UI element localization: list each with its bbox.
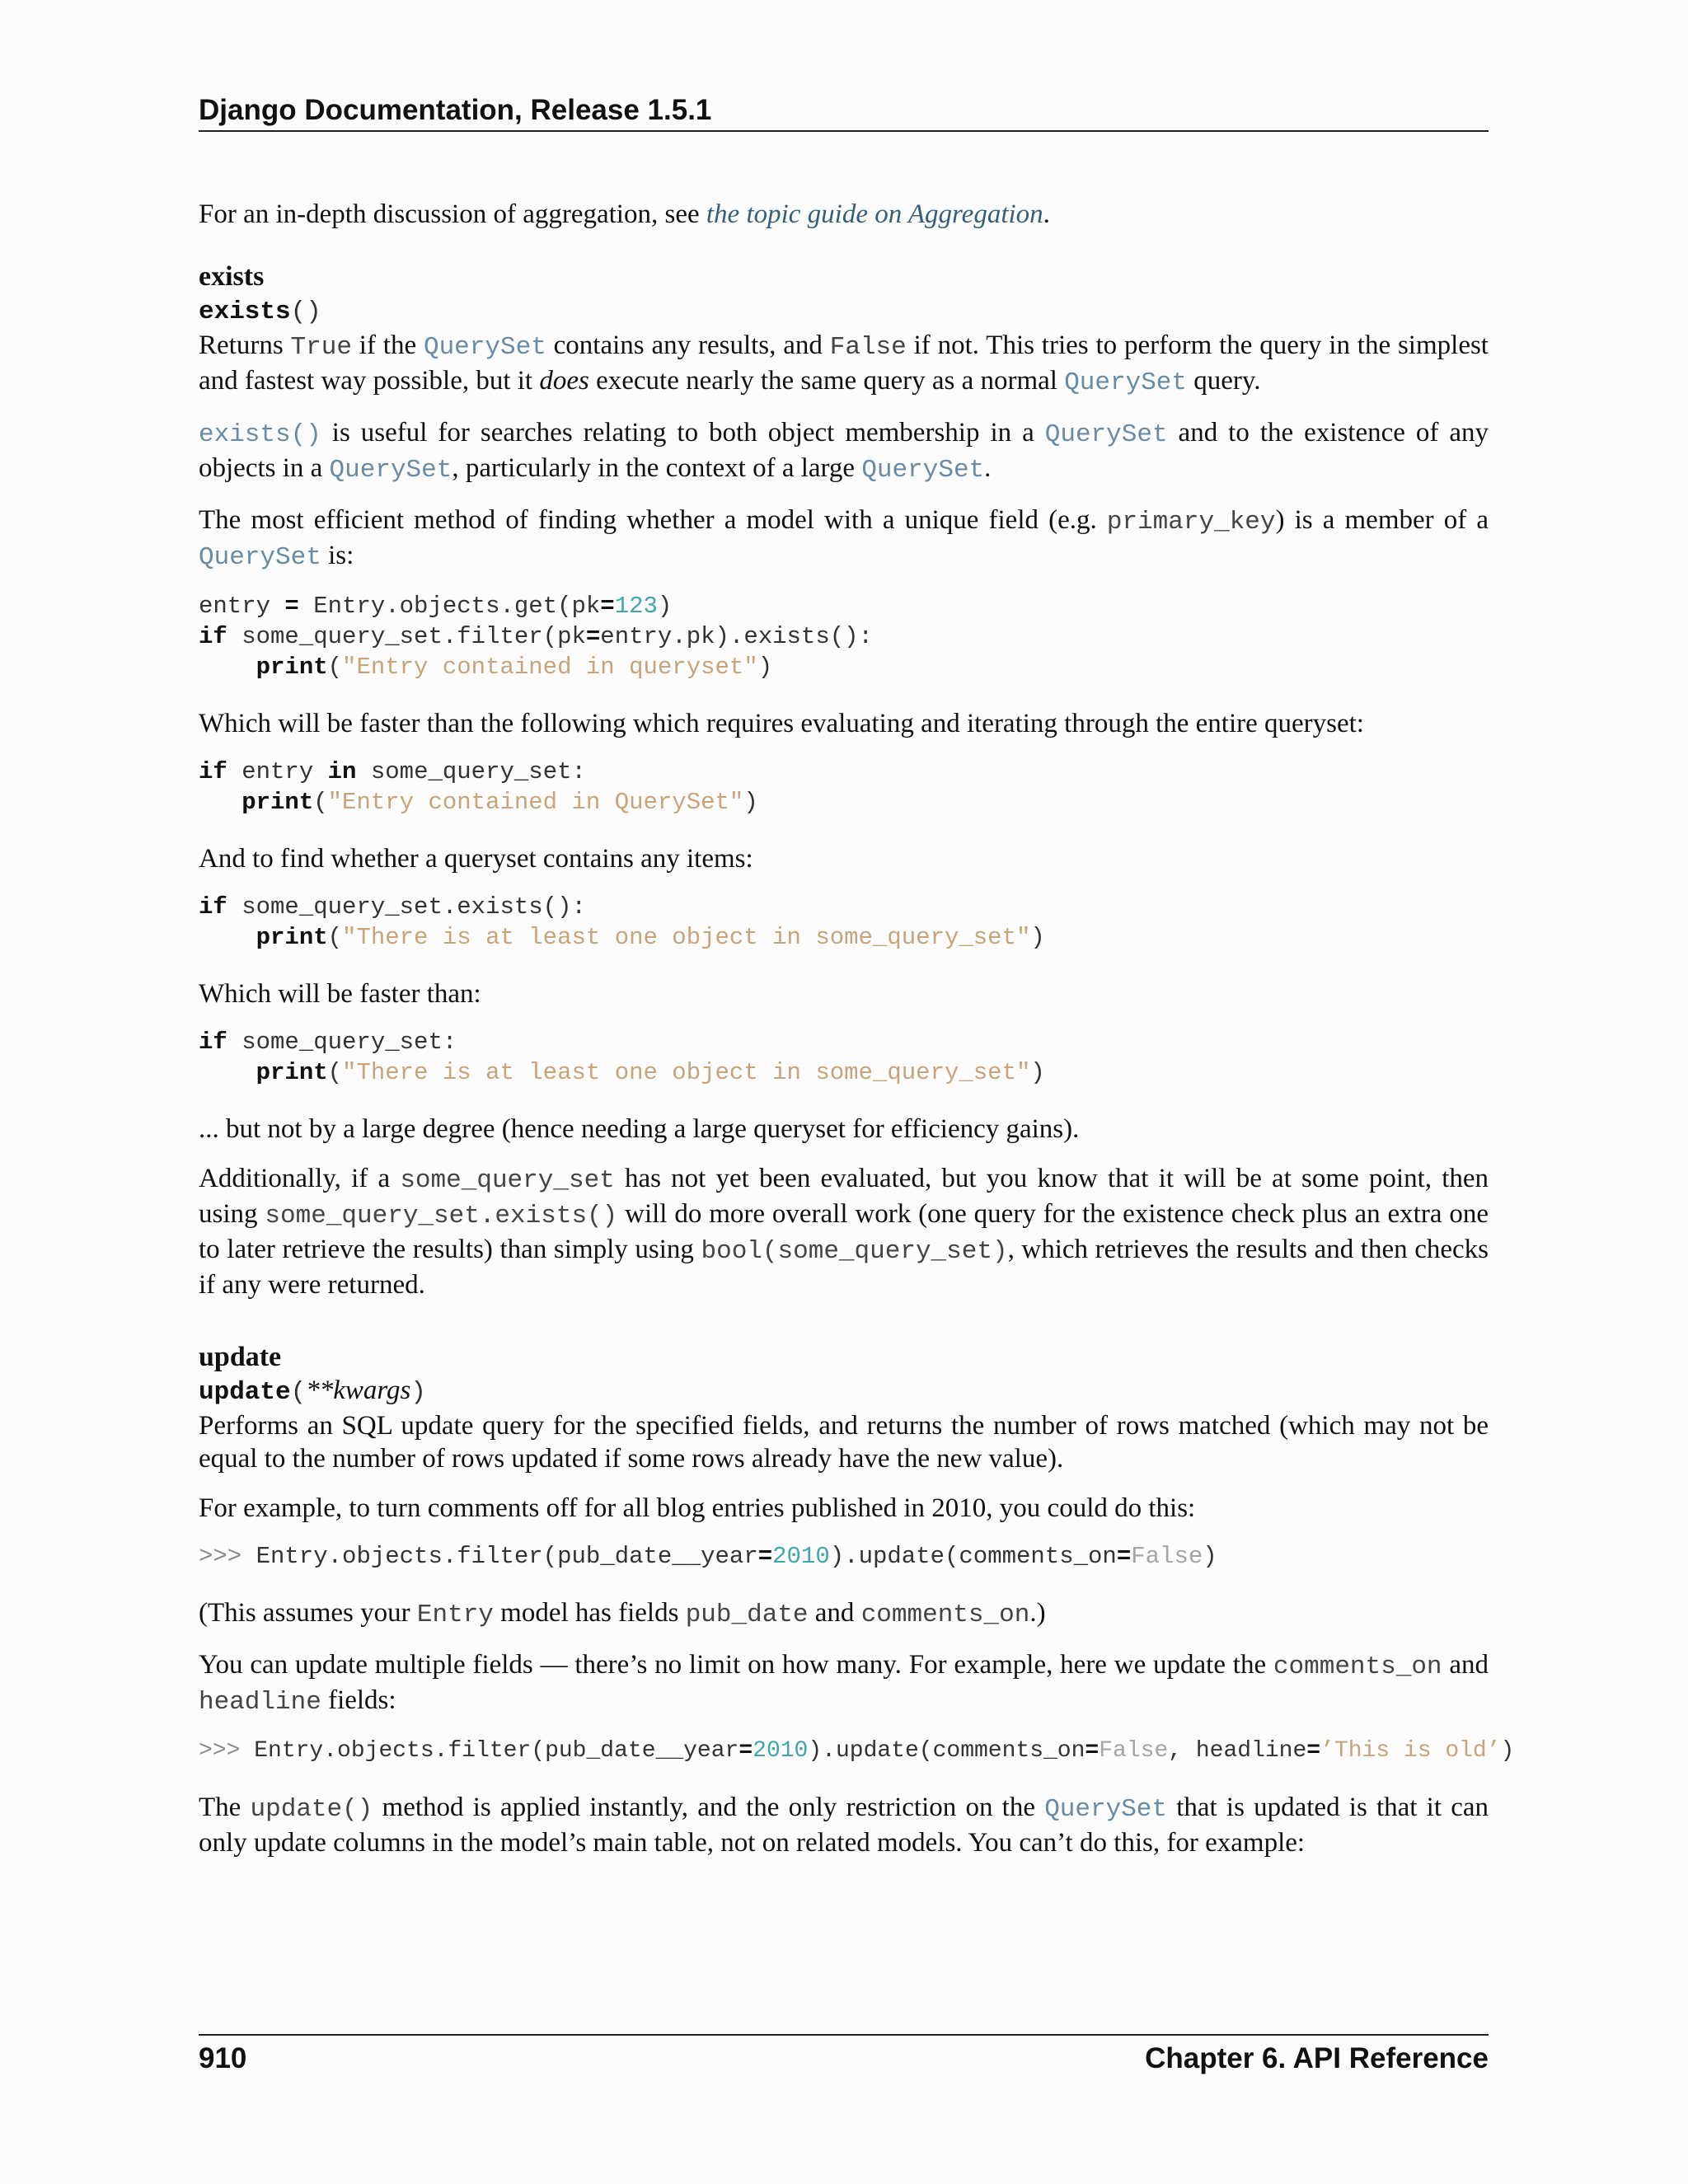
code-block-4 [199, 1027, 1489, 1088]
code-bool: bool(some_query_set) [701, 1237, 1008, 1266]
page-content [199, 198, 1515, 1876]
text: if the [351, 330, 424, 360]
queryset-link[interactable]: QuerySet [1044, 1795, 1168, 1824]
document-title: Django Documentation, Release 1.5.1 [199, 94, 712, 126]
code-string: "There is at least one object in some_query_set" [342, 924, 1031, 951]
queryset-link[interactable]: QuerySet [199, 543, 321, 572]
code-text: ) [657, 593, 673, 620]
code-keyword: if [199, 758, 227, 785]
update-signature-open: ( [290, 1378, 307, 1407]
code-pub-date: pub_date [685, 1601, 809, 1629]
queryset-link[interactable]: QuerySet [1044, 420, 1168, 449]
code-text: ( [327, 924, 343, 951]
code-primary-key: primary_key [1106, 508, 1276, 537]
code-text: entry [199, 593, 285, 620]
queryset-link[interactable]: QuerySet [329, 456, 452, 485]
queryset-link[interactable]: QuerySet [423, 333, 546, 362]
page-header [199, 91, 1489, 132]
text: execute nearly the same query as a normal [588, 366, 1065, 396]
text: You can update multiple fields — there’s no limit on how many. For example, here we update the [199, 1650, 1273, 1680]
text: is: [321, 541, 354, 570]
code-operator: = [585, 623, 601, 650]
text: The most efficient method of finding whether a model with a unique field (e.g. [199, 505, 1107, 535]
code-comments-on: comments_on [1273, 1652, 1442, 1681]
code-text: some_query_set.exists(): [227, 893, 586, 921]
code-comments-on: comments_on [860, 1601, 1030, 1629]
code-text: ( [327, 1059, 343, 1086]
text: that is updated is that it can only update columns in the model’s main table, not on related models. You can’t do this, for example: [199, 1793, 1489, 1858]
code-some-query-set: some_query_set [400, 1166, 615, 1195]
code-text: Entry.objects.get(pk [298, 593, 601, 620]
code-block-2 [199, 757, 1489, 818]
code-text: ) [1500, 1738, 1515, 1764]
text: and to the existence of any objects in a [199, 418, 1489, 483]
text: Returns [199, 330, 291, 360]
page-footer [199, 2034, 1489, 2074]
aggregation-topic-link[interactable]: the topic guide on Aggregation [706, 199, 1043, 229]
exists-paragraph-4: Which will be faster than the following which requires evaluating and iterating through the entire queryset: [199, 709, 1364, 738]
emphasis-does: does [539, 366, 589, 396]
text: method is applied instantly, and the only restriction on the [373, 1793, 1045, 1822]
code-operator: = [1116, 1543, 1132, 1570]
exists-signature [199, 293, 1489, 329]
code-prompt: >>> [199, 1738, 255, 1764]
text: Additionally, if a [199, 1164, 401, 1193]
code-operator: = [1306, 1738, 1321, 1764]
code-text: some_query_set.filter(pk [227, 623, 586, 650]
update-heading: update [199, 1342, 282, 1372]
code-operator: = [600, 593, 615, 620]
code-number: 123 [614, 593, 658, 620]
text: has not yet been evaluated, but you know that it will be at some point, then using [199, 1164, 1489, 1229]
code-prompt: >>> [199, 1543, 256, 1570]
code-operator: = [738, 1738, 753, 1764]
update-paragraph-3 [199, 1596, 1489, 1632]
code-text: ) [757, 654, 773, 681]
text: . [984, 453, 992, 483]
text: model has fields [493, 1598, 686, 1628]
code-number: 2010 [772, 1543, 830, 1570]
code-number: 2010 [753, 1738, 809, 1764]
code-text: ) [1203, 1543, 1217, 1570]
code-operator: = [1085, 1738, 1100, 1764]
exists-paragraph-7: ... but not by a large degree (hence needing a large queryset for efficiency gains). [199, 1114, 1080, 1144]
exists-paragraph-6: Which will be faster than: [199, 979, 481, 1009]
code-entry: Entry [416, 1601, 494, 1629]
text: ) is a member of a [1275, 505, 1489, 535]
code-headline: headline [199, 1688, 321, 1717]
exists-paragraph-2 [199, 416, 1489, 487]
exists-paragraph-1 [199, 329, 1489, 400]
update-paragraph-1: Performs an SQL update query for the specified fields, and returns the number of rows matched (which may not be equal to the number of rows updated if some rows already have the new value). [199, 1411, 1489, 1474]
code-block-6 [199, 1736, 1515, 1766]
code-keyword: print [256, 924, 328, 951]
queryset-link[interactable]: QuerySet [861, 456, 985, 485]
text: fields: [321, 1685, 396, 1715]
code-operator: = [757, 1543, 773, 1570]
code-true: True [290, 333, 352, 362]
code-text: entry [227, 758, 328, 785]
code-keyword: if [199, 623, 227, 650]
code-text: some_query_set: [356, 758, 586, 785]
code-text: Entry.objects.filter(pub_date__year [254, 1738, 739, 1764]
code-text: ) [743, 789, 758, 816]
text: (This assumes your [199, 1598, 417, 1628]
text: , which retrieves the results and then checks if any were returned. [199, 1235, 1489, 1300]
text: query. [1187, 366, 1261, 396]
update-signature-close: ) [410, 1378, 426, 1407]
code-keyword: if [199, 893, 227, 921]
code-text: ( [327, 654, 343, 681]
code-keyword: print [256, 1059, 328, 1086]
update-signature [199, 1374, 1489, 1409]
code-constant: False [1099, 1738, 1169, 1764]
text: and [808, 1598, 861, 1628]
code-string: ’This is old’ [1320, 1738, 1501, 1764]
update-paragraph-4 [199, 1648, 1489, 1719]
code-string: "Entry contained in queryset" [342, 654, 758, 681]
text: will do more overall work (one query for the existence check plus an extra one to later retrieve the results) than simply using [199, 1199, 1489, 1264]
code-string: "Entry contained in QuerySet" [327, 789, 744, 816]
exists-paragraph-5: And to find whether a queryset contains any items: [199, 844, 753, 874]
intro-text: For an in-depth discussion of aggregation, see [199, 199, 706, 229]
code-string: "There is at least one object in some_query_set" [342, 1059, 1031, 1086]
intro-end: . [1043, 199, 1050, 229]
code-text: ) [1030, 1059, 1045, 1086]
code-text: ( [313, 789, 328, 816]
code-keyword: print [241, 789, 314, 816]
code-operator: = [284, 593, 299, 620]
code-text: ) [1030, 924, 1045, 951]
text: is useful for searches relating to both object membership in a [321, 418, 1045, 448]
intro-paragraph [199, 198, 1489, 231]
chapter-title: Chapter 6. API Reference [1145, 2042, 1489, 2074]
code-keyword: if [199, 1029, 227, 1056]
code-text: Entry.objects.filter(pub_date__year [256, 1543, 758, 1570]
code-block-3 [199, 892, 1489, 953]
text: contains any results, and [546, 330, 830, 360]
code-keyword: print [256, 654, 328, 681]
page-number: 910 [199, 2042, 247, 2074]
text: and [1442, 1650, 1489, 1680]
code-update: update() [250, 1795, 373, 1824]
text: , particularly in the context of a large [452, 453, 862, 483]
update-signature-name: update [199, 1378, 291, 1407]
code-text: , headline [1168, 1738, 1307, 1764]
update-signature-arg: **kwargs [306, 1376, 411, 1405]
text: The [199, 1793, 251, 1822]
code-text: some_query_set: [227, 1029, 457, 1056]
exists-signature-name: exists [199, 298, 291, 326]
exists-method-link[interactable]: exists() [199, 420, 321, 449]
code-text: ).update(comments_on [829, 1543, 1117, 1570]
code-keyword: in [327, 758, 357, 785]
text: if not. This tries to perform the query in the simplest and fastest way possible, but it [199, 330, 1489, 396]
exists-paragraph-8 [199, 1162, 1489, 1301]
exists-heading: exists [199, 261, 265, 292]
code-text: ).update(comments_on [808, 1738, 1085, 1764]
queryset-link[interactable]: QuerySet [1064, 368, 1188, 397]
code-text: entry.pk).exists(): [600, 623, 873, 650]
exists-paragraph-3 [199, 504, 1489, 574]
code-block-1 [199, 591, 1489, 682]
code-false: False [829, 333, 907, 362]
code-constant: False [1131, 1543, 1203, 1570]
code-block-5 [199, 1541, 1489, 1572]
exists-signature-parens: () [290, 298, 321, 326]
update-paragraph-2: For example, to turn comments off for all blog entries published in 2010, you could do this: [199, 1493, 1196, 1523]
code-some-query-set-exists: some_query_set.exists() [265, 1202, 618, 1230]
text: .) [1029, 1598, 1046, 1628]
update-paragraph-5 [199, 1791, 1489, 1859]
